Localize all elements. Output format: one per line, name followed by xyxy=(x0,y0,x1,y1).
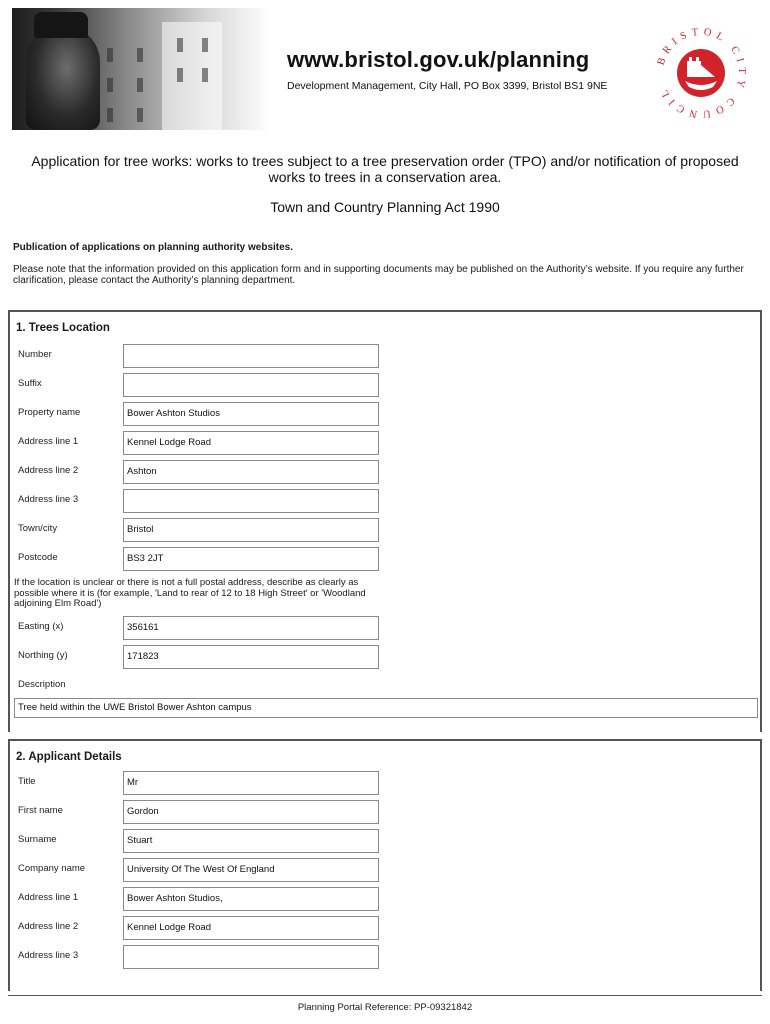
address-line-3-label: Address line 3 xyxy=(18,494,79,505)
title-label: Title xyxy=(18,776,36,787)
number-label: Number xyxy=(18,349,52,360)
building-shape xyxy=(162,22,222,130)
applicant-address-line-1-input[interactable]: Bower Ashton Studios, xyxy=(123,887,379,911)
window-shape xyxy=(107,108,113,122)
portal-reference: Planning Portal Reference: PP-09321842 xyxy=(297,1002,473,1013)
northing-input[interactable]: 171823 xyxy=(123,645,379,669)
location-hint: If the location is unclear or there is not a full postal address, describe as clearly as possible where it is (for example, 'Land to rear of 12 to 18 High Street' or 'Woodland adjoining Elm Road') xyxy=(14,577,366,609)
applicant-address-line-1-label: Address line 1 xyxy=(18,892,79,903)
suffix-label: Suffix xyxy=(18,378,42,389)
footer-divider xyxy=(8,995,762,996)
bristol-city-council-logo xyxy=(653,25,749,121)
form-subtitle: Town and Country Planning Act 1990 xyxy=(270,199,500,215)
property-name-input[interactable]: Bower Ashton Studios xyxy=(123,402,379,426)
address-line-1-input[interactable]: Kennel Lodge Road xyxy=(123,431,379,455)
surname-label: Surname xyxy=(18,834,57,845)
logo-castle xyxy=(687,61,701,77)
window-shape xyxy=(137,78,143,92)
window-shape xyxy=(107,48,113,62)
section-title: 1. Trees Location xyxy=(16,322,110,334)
site-address: Development Management, City Hall, PO Box 3399, Bristol BS1 9NE xyxy=(287,80,608,92)
window-shape xyxy=(137,48,143,62)
section-title: 2. Applicant Details xyxy=(16,751,122,763)
logo-ring-text: BRISTOL CITY COUNCIL xyxy=(655,26,748,120)
town-city-input[interactable]: Bristol xyxy=(123,518,379,542)
header-photo xyxy=(12,8,270,130)
window-shape xyxy=(177,68,183,82)
window-shape xyxy=(202,38,208,52)
northing-label: Northing (y) xyxy=(18,650,68,661)
first-name-input[interactable]: Gordon xyxy=(123,800,379,824)
address-line-2-input[interactable]: Ashton xyxy=(123,460,379,484)
title-input[interactable]: Mr xyxy=(123,771,379,795)
first-name-label: First name xyxy=(18,805,63,816)
statue-hat xyxy=(34,12,88,38)
description-input[interactable]: Tree held within the UWE Bristol Bower Ashton campus xyxy=(14,698,758,718)
surname-input[interactable]: Stuart xyxy=(123,829,379,853)
company-name-label: Company name xyxy=(18,863,86,874)
statue-figure xyxy=(26,26,100,130)
publication-heading: Publication of applications on planning authority websites. xyxy=(13,242,294,253)
window-shape xyxy=(137,108,143,122)
address-line-1-label: Address line 1 xyxy=(18,436,79,447)
window-shape xyxy=(177,38,183,52)
applicant-address-line-3-label: Address line 3 xyxy=(18,950,79,961)
address-line-3-input[interactable] xyxy=(123,489,379,513)
postcode-input[interactable]: BS3 2JT xyxy=(123,547,379,571)
form-title: Application for tree works: works to trees subject to a tree preservation order (TPO) and/or notification of proposed works to trees in a conservation area. xyxy=(31,153,739,185)
applicant-address-line-2-label: Address line 2 xyxy=(18,921,79,932)
applicant-address-line-2-input[interactable]: Kennel Lodge Road xyxy=(123,916,379,940)
applicant-details-section xyxy=(8,739,762,991)
description-label: Description xyxy=(18,679,66,690)
site-url[interactable]: www.bristol.gov.uk/planning xyxy=(287,47,590,72)
property-name-label: Property name xyxy=(18,407,81,418)
company-name-input[interactable]: University Of The West Of England xyxy=(123,858,379,882)
suffix-input[interactable] xyxy=(123,373,379,397)
easting-input[interactable]: 356161 xyxy=(123,616,379,640)
window-shape xyxy=(202,68,208,82)
easting-label: Easting (x) xyxy=(18,621,64,632)
window-shape xyxy=(107,78,113,92)
trees-location-section xyxy=(8,310,762,732)
applicant-address-line-3-input[interactable] xyxy=(123,945,379,969)
number-input[interactable] xyxy=(123,344,379,368)
postcode-label: Postcode xyxy=(18,552,58,563)
address-line-2-label: Address line 2 xyxy=(18,465,79,476)
publication-note: Please note that the information provided on this application form and in supporting documents may be published on the Authority’s website. If you require any further clarification, please contact the Authority’s planning department. xyxy=(13,264,744,286)
town-city-label: Town/city xyxy=(18,523,58,534)
